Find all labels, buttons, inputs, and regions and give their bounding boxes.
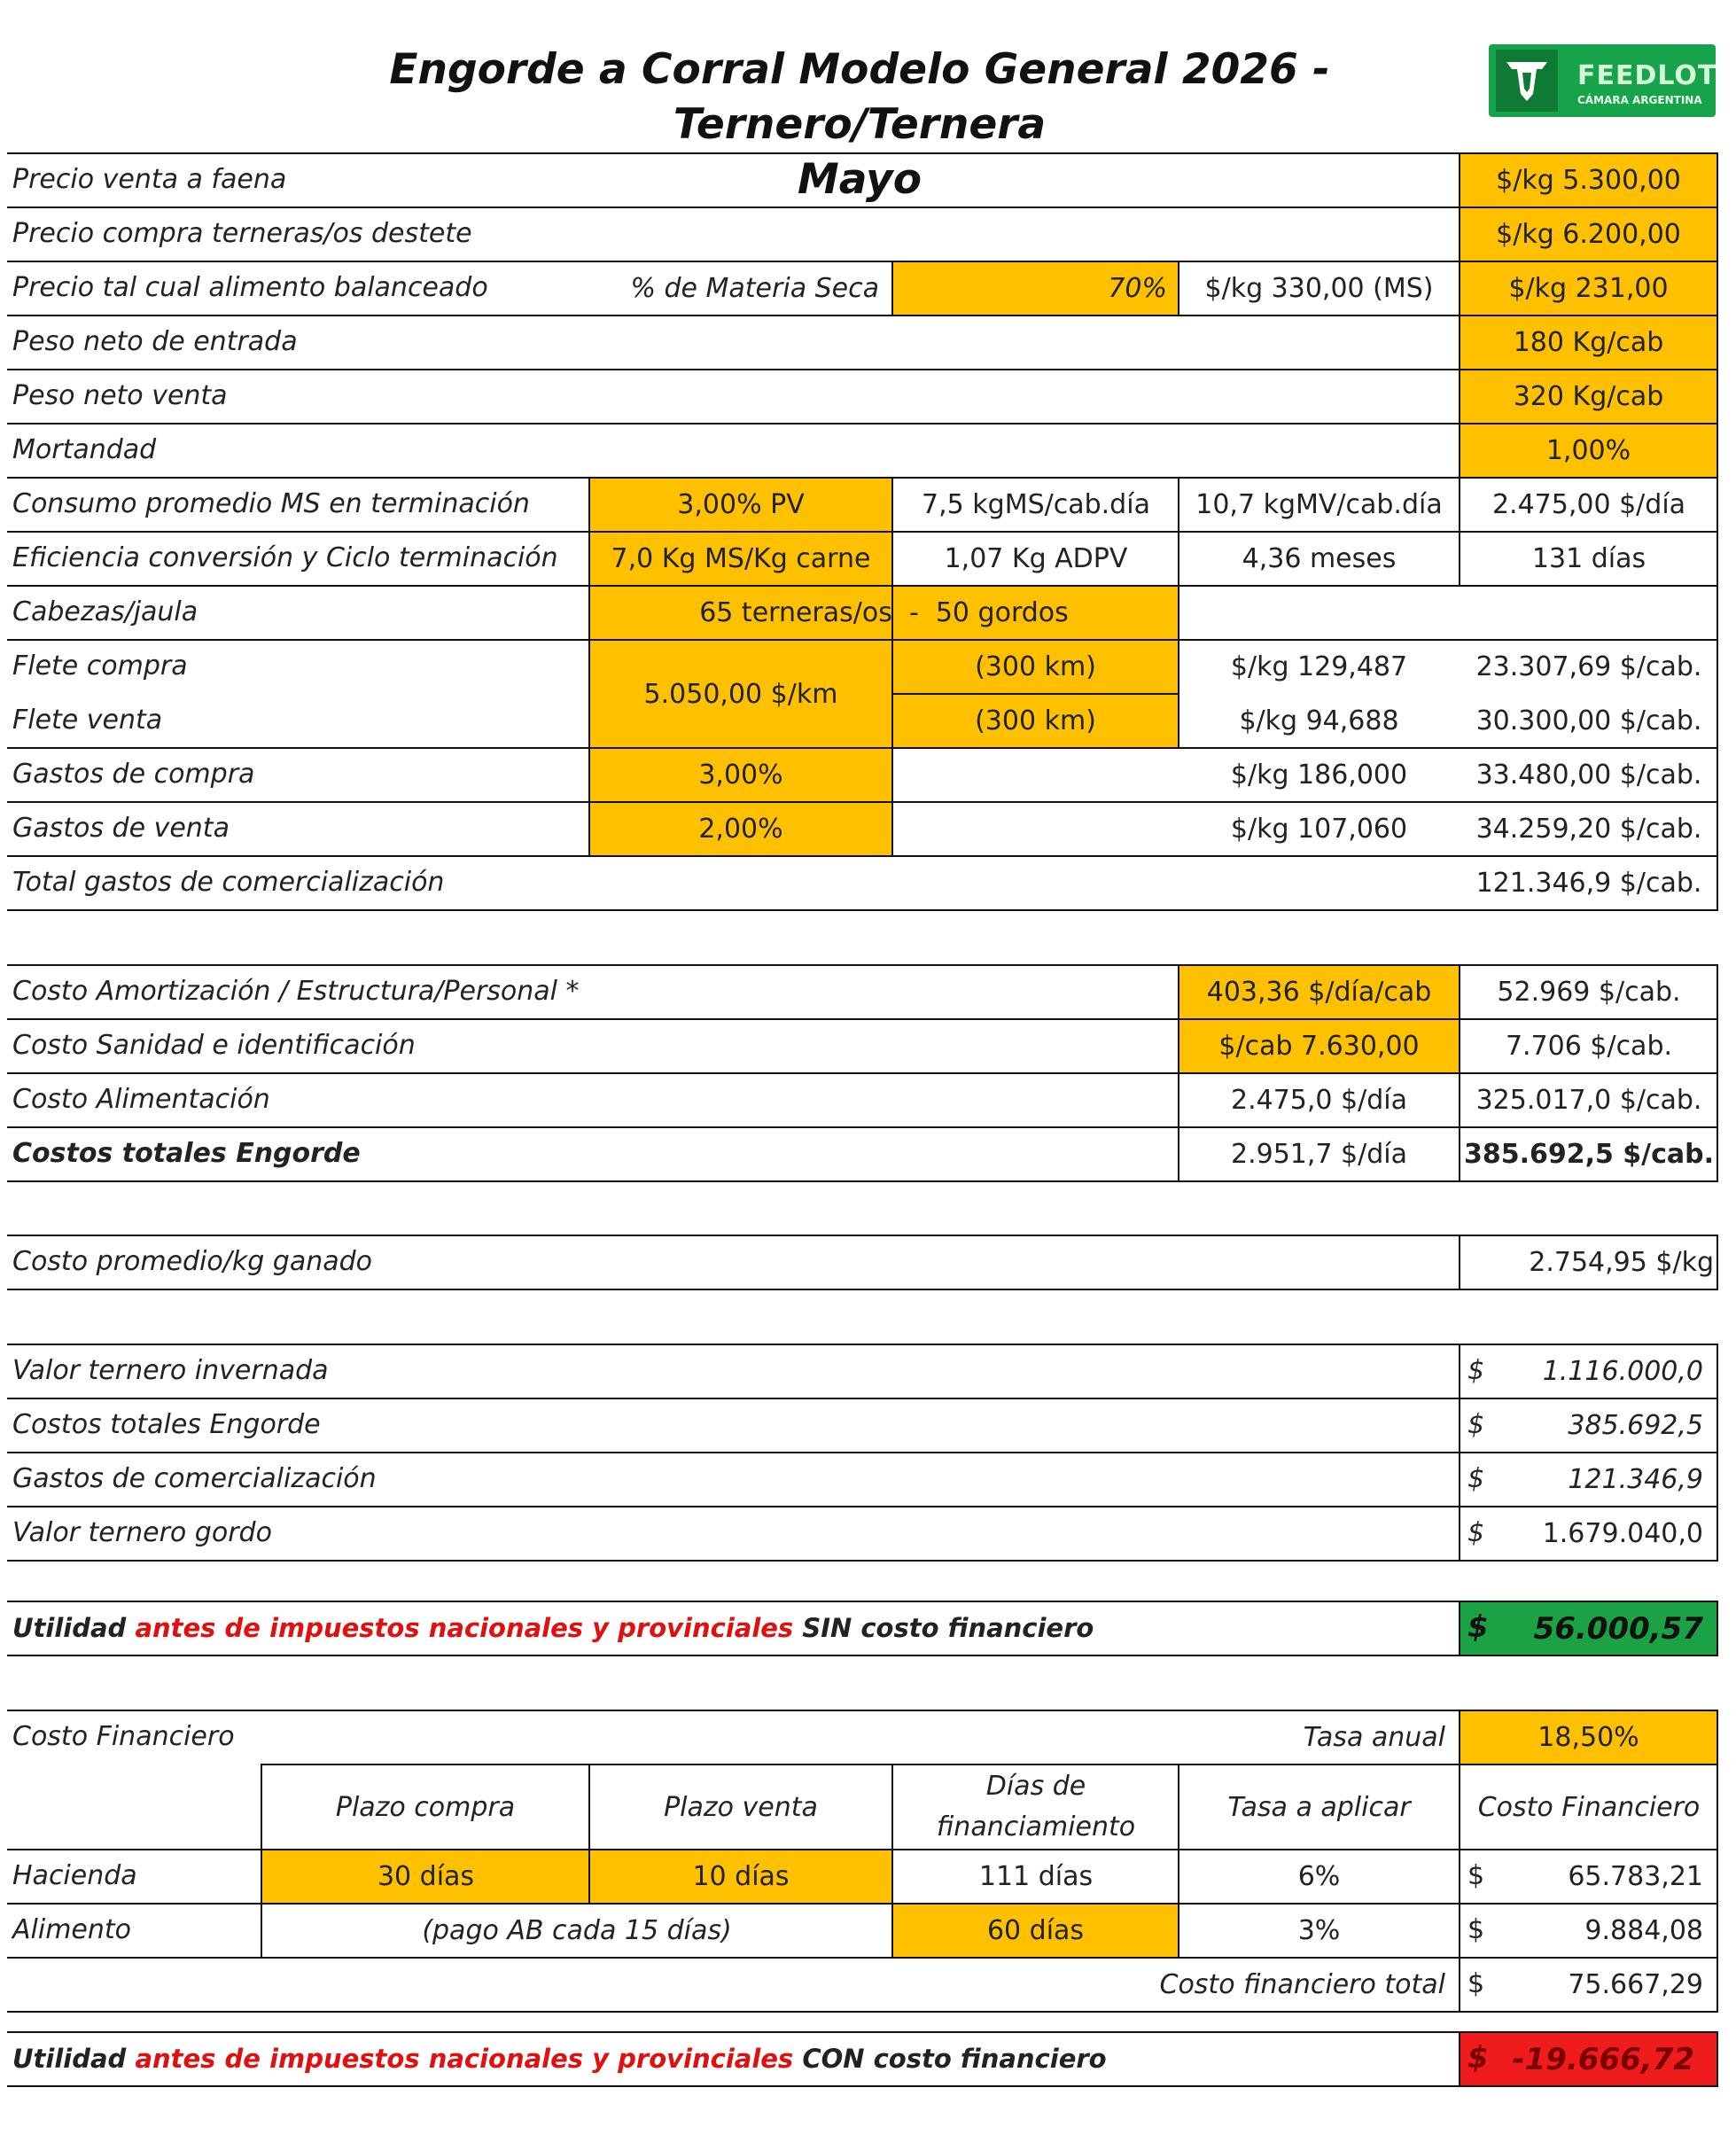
- page-title: [248, 43, 1471, 207]
- adpv-value: 1,07 Kg ADPV: [944, 543, 1128, 574]
- flete-compra-label: Flete compra: [12, 650, 188, 682]
- costos-totales-dia: 2.951,7 $/día: [1231, 1139, 1407, 1170]
- alimento-costo: 9.884,08: [1584, 1915, 1703, 1946]
- costos-engorde-label: Costos totales Engorde: [12, 1409, 321, 1440]
- peso-entrada-value: 180 Kg/cab: [1513, 327, 1664, 358]
- valor-gordo-label: Valor ternero gordo: [12, 1517, 272, 1548]
- alimento-fin-label: Alimento: [12, 1914, 132, 1945]
- utilidad-sin-suffix: SIN costo financiero: [802, 1613, 1094, 1643]
- table-grid-line: [7, 2031, 1718, 2033]
- utilidad-con-suffix: CON costo financiero: [802, 2044, 1107, 2074]
- eficiencia-value: 7,0 Kg MS/Kg carne: [611, 543, 871, 574]
- tasa-anual-label: Tasa anual: [1303, 1722, 1445, 1753]
- materia-seca-label: % de Materia Seca: [630, 273, 879, 304]
- table-grid-line: [7, 2085, 1718, 2087]
- valor-gordo-value: 1.679.040,0: [1542, 1518, 1703, 1549]
- amort-label: Costo Amortización / Estructura/Personal *: [12, 976, 580, 1007]
- alimento-currency: $: [1467, 1914, 1485, 1945]
- gastos-compra-pct: 3,00%: [698, 760, 783, 791]
- table-grid-line: [1717, 2031, 1718, 2087]
- table-grid-line: [1459, 2031, 1460, 2087]
- peso-entrada-label: Peso neto de entrada: [12, 326, 298, 357]
- consumo-mv: 10,7 kgMV/cab.día: [1195, 489, 1443, 520]
- table-grid-line: [7, 1452, 1718, 1453]
- alimento-value: $/kg 231,00: [1508, 273, 1669, 304]
- plazo-venta-header: Plazo venta: [664, 1791, 818, 1823]
- sanidad-cab: 7.706 $/cab.: [1505, 1031, 1673, 1062]
- consumo-pv: 3,00% PV: [677, 489, 805, 520]
- alimento-tasa: 3%: [1297, 1915, 1341, 1946]
- feedlot-logo: [1489, 44, 1716, 117]
- flete-km-value: 5.050,00 $/km: [643, 678, 838, 710]
- tasa-aplicar-header: Tasa a aplicar: [1227, 1791, 1411, 1823]
- alimentacion-label: Costo Alimentación: [12, 1084, 270, 1115]
- costo-financiero-total-label: Costo financiero total: [1159, 1969, 1445, 2000]
- consumo-label: Consumo promedio MS en terminación: [12, 488, 530, 519]
- utilidad-con-prefix: Utilidad: [12, 2044, 127, 2074]
- table-grid-line: [7, 1655, 1718, 1656]
- dias-financiamiento-line1: Días de: [985, 1771, 1086, 1802]
- utilidad-con-value: -19.666,72: [1512, 2041, 1694, 2077]
- tasa-anual-value: 18,50%: [1537, 1722, 1639, 1753]
- costo-promedio-label: Costo promedio/kg ganado: [12, 1246, 373, 1277]
- flete-compra-cab: 23.307,69 $/cab.: [1475, 651, 1702, 682]
- utilidad-sin-value: 56.000,57: [1533, 1610, 1703, 1647]
- alimentacion-cab: 325.017,0 $/cab.: [1475, 1085, 1702, 1116]
- table-grid-line: [1717, 1344, 1718, 1562]
- title-line-1: Engorde a Corral Modelo General 2026 - Ternero/Ternera: [389, 45, 1330, 149]
- hacienda-costo: 65.783,21: [1568, 1861, 1703, 1892]
- dias-financiamiento-header: [893, 1764, 1179, 1850]
- precio-compra-label: Precio compra terneras/os destete: [12, 218, 472, 249]
- hacienda-label: Hacienda: [12, 1860, 137, 1891]
- precio-ms-value: $/kg 330,00 (MS): [1204, 273, 1434, 304]
- flete-compra-dist: (300 km): [975, 651, 1096, 682]
- costos-totales-cab: 385.692,5 $/cab.: [1463, 1139, 1715, 1170]
- hacienda-dias: 111 días: [978, 1861, 1094, 1892]
- total-gastos-label: Total gastos de comercialización: [12, 867, 445, 898]
- table-grid-line: [1717, 1235, 1718, 1290]
- logo-subtext: CÁMARA ARGENTINA: [1577, 94, 1702, 106]
- utilidad-sin-prefix: Utilidad: [12, 1613, 127, 1643]
- costo-financiero-total-currency: $: [1467, 1968, 1485, 1999]
- gastos-venta-kg: $/kg 107,060: [1230, 814, 1408, 845]
- valor-invernada-label: Valor ternero invernada: [12, 1355, 329, 1386]
- mortandad-label: Mortandad: [12, 434, 157, 465]
- peso-venta-label: Peso neto venta: [12, 380, 228, 411]
- dias-financiamiento-line2: financiamiento: [936, 1811, 1136, 1842]
- table-grid-line: [7, 1506, 1718, 1507]
- amort-cab: 52.969 $/cab.: [1497, 977, 1681, 1008]
- gastos-compra-label: Gastos de compra: [12, 759, 255, 790]
- precio-venta-label: Precio venta a faena: [12, 164, 287, 195]
- utilidad-sin-middle: antes de impuestos nacionales y provinciales: [135, 1613, 794, 1643]
- utilidad-con-currency: $: [1467, 2040, 1489, 2076]
- meses-value: 4,36 meses: [1242, 543, 1397, 574]
- gastos-compra-cab: 33.480,00 $/cab.: [1475, 760, 1702, 791]
- cow-head-logo-icon: [1496, 50, 1558, 112]
- gastos-comercializacion-value: 121.346,9: [1568, 1464, 1703, 1495]
- precio-compra-value: $/kg 6.200,00: [1496, 219, 1681, 250]
- precio-venta-value: $/kg 5.300,00: [1496, 165, 1681, 196]
- flete-venta-kg: $/kg 94,688: [1239, 705, 1399, 736]
- hacienda-plazo-compra: 30 días: [377, 1861, 475, 1892]
- table-grid-line: [1459, 1344, 1460, 1562]
- costo-promedio-value: 2.754,95 $/kg: [1529, 1247, 1714, 1278]
- table-grid-line: [7, 1398, 1718, 1399]
- hacienda-currency: $: [1467, 1860, 1485, 1891]
- costos-totales-label: Costos totales Engorde: [12, 1138, 361, 1169]
- sanidad-label: Costo Sanidad e identificación: [12, 1030, 416, 1061]
- utilidad-sin-text: [12, 1612, 1094, 1644]
- consumo-ms: 7,5 kgMS/cab.día: [922, 489, 1150, 520]
- flete-compra-kg: $/kg 129,487: [1230, 651, 1408, 682]
- utilidad-con-text: [12, 2043, 1107, 2075]
- valor-invernada-currency: $: [1467, 1355, 1485, 1386]
- flete-venta-label: Flete venta: [12, 705, 163, 736]
- table-grid-line: [1717, 1601, 1718, 1656]
- costo-financiero-total-value: 75.667,29: [1568, 1969, 1703, 2000]
- alimento-label: Precio tal cual alimento balanceado: [12, 272, 488, 303]
- costos-engorde-currency: $: [1467, 1409, 1485, 1440]
- valor-gordo-currency: $: [1467, 1517, 1485, 1548]
- logo-text: FEEDLOT: [1577, 60, 1717, 91]
- gastos-comercializacion-currency: $: [1467, 1463, 1485, 1494]
- cabezas-label: Cabezas/jaula: [12, 596, 199, 627]
- flete-venta-cab: 30.300,00 $/cab.: [1475, 705, 1702, 736]
- table-grid-line: [7, 1344, 1718, 1345]
- gastos-venta-label: Gastos de venta: [12, 813, 230, 844]
- total-gastos-value: 121.346,9 $/cab.: [1475, 868, 1702, 899]
- table-grid-line: [1459, 1601, 1460, 1656]
- consumo-costo: 2.475,00 $/día: [1491, 489, 1686, 520]
- plazo-compra-header: Plazo compra: [335, 1791, 516, 1823]
- cabezas-value: 65 terneras/os - 50 gordos: [699, 597, 1069, 628]
- mortandad-value: 1,00%: [1545, 435, 1631, 466]
- hacienda-plazo-venta: 10 días: [692, 1861, 790, 1892]
- dias-value: 131 días: [1531, 543, 1646, 574]
- utilidad-sin-currency: $: [1467, 1609, 1489, 1645]
- table-grid-line: [7, 2011, 1718, 2013]
- sanidad-input: $/cab 7.630,00: [1218, 1031, 1420, 1062]
- title-line-2: Mayo: [798, 155, 922, 204]
- peso-venta-value: 320 Kg/cab: [1513, 381, 1664, 412]
- costos-engorde-value: 385.692,5: [1568, 1410, 1703, 1441]
- alimento-pago: (pago AB cada 15 días): [422, 1915, 732, 1946]
- materia-seca-value: 70%: [1108, 273, 1167, 304]
- gastos-comercializacion-label: Gastos de comercialización: [12, 1463, 377, 1494]
- valor-invernada-value: 1.116.000,0: [1542, 1356, 1703, 1387]
- gastos-compra-kg: $/kg 186,000: [1230, 760, 1408, 791]
- flete-venta-dist: (300 km): [975, 705, 1096, 736]
- gastos-venta-cab: 34.259,20 $/cab.: [1475, 814, 1702, 845]
- alimentacion-dia: 2.475,0 $/día: [1231, 1085, 1407, 1116]
- hacienda-tasa: 6%: [1297, 1861, 1341, 1892]
- table-grid-line: [7, 1560, 1718, 1562]
- eficiencia-label: Eficiencia conversión y Ciclo terminación: [12, 542, 558, 573]
- alimento-dias: 60 días: [986, 1915, 1085, 1946]
- gastos-venta-pct: 2,00%: [698, 814, 783, 845]
- costo-financiero-header: Costo Financiero: [1477, 1791, 1701, 1823]
- utilidad-con-middle: antes de impuestos nacionales y provinciales: [135, 2044, 794, 2074]
- table-grid-line: [7, 1601, 1718, 1602]
- costo-financiero-label: Costo Financiero: [12, 1721, 235, 1752]
- amort-dia: 403,36 $/día/cab: [1206, 977, 1432, 1008]
